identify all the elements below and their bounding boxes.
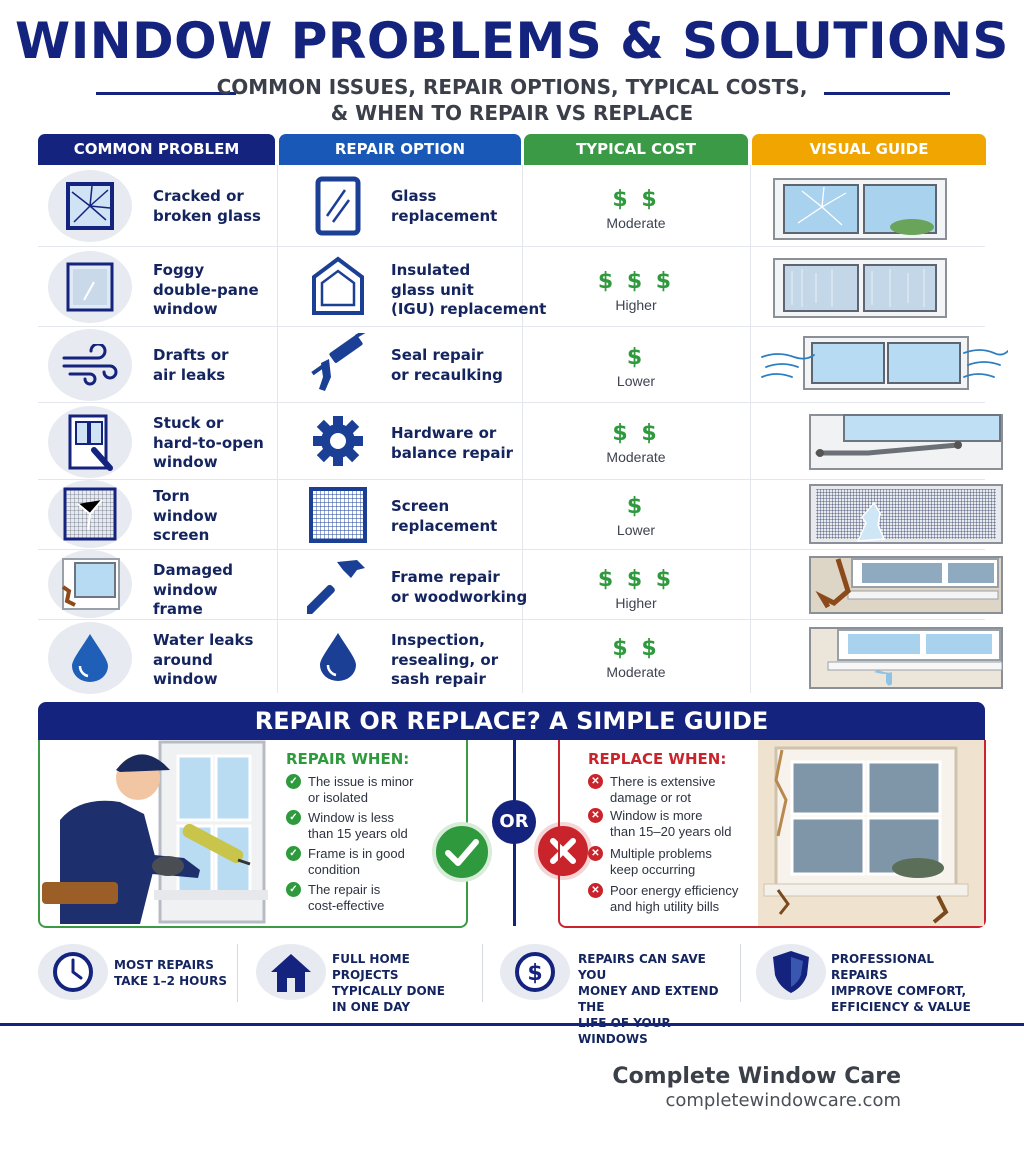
problem-label: Foggy double-pane window [153,261,259,318]
column-header-cost: TYPICAL COST [524,134,748,165]
page-title: WINDOW PROBLEMS & SOLUTIONS [15,12,1009,70]
replace-when-panel [558,740,986,928]
cost-dollars: $ $ [612,421,660,446]
water-drop-icon [48,622,132,694]
brand-name: Complete Window Care [612,1064,901,1089]
cost-dollars: $ [626,345,646,370]
igu-icon [303,251,373,321]
cost-dollars: $ $ $ [597,269,675,294]
cost-cell [524,345,748,389]
fact-divider [482,944,483,1002]
gear-icon [303,406,373,476]
x-icon: ✕ [588,774,603,789]
shield-icon [756,944,826,1000]
hammer-icon [303,550,373,620]
cost-level: Moderate [606,215,666,231]
check-icon: ✓ [286,774,301,789]
cost-dollars: $ $ [612,636,660,661]
cost-cell [524,636,748,680]
problem-label: Damaged window frame [153,561,233,618]
cost-level: Moderate [606,449,666,465]
repair-label: Glass replacement [391,187,498,225]
visual-damaged-frame [808,555,1004,620]
table-row [38,165,985,247]
repair-when-title: REPAIR WHEN: [286,750,410,768]
footer-rule [0,1023,1024,1026]
repair-label: Screen replacement [391,497,498,535]
fact-text: FULL HOME PROJECTS TYPICALLY DONE IN ONE DAY [332,952,445,1014]
table-row [38,327,985,403]
subtitle-line-2: & WHEN TO REPAIR VS REPLACE [330,101,694,125]
glass-pane-icon [303,171,373,241]
fact-text: MOST REPAIRS TAKE 1–2 HOURS [114,958,227,988]
cost-level: Higher [615,595,657,611]
cost-level: Lower [616,373,656,389]
repair-criterion: ✓ The issue is minor or isolated [286,774,413,806]
repair-label: Insulated glass unit (IGU) replacement [391,261,547,318]
fact-divider [740,944,741,1002]
x-icon: ✕ [588,846,603,861]
replace-criterion: ✕ Window is more than 15–20 years old [588,808,731,840]
screen-mesh-icon [303,480,373,550]
visual-hardware [808,413,1004,476]
old-window-illustration [758,740,984,926]
repair-criterion: ✓ The repair is cost-effective [286,882,384,914]
caulk-gun-icon [303,329,373,399]
replace-criterion: ✕ Multiple problems keep occurring [588,846,712,878]
cost-dollars: $ $ [612,187,660,212]
check-icon: ✓ [286,882,301,897]
guide-title: REPAIR OR REPLACE? A SIMPLE GUIDE [38,702,985,740]
check-icon: ✓ [286,846,301,861]
problem-label: Torn window screen [153,487,218,544]
wind-icon [48,329,132,401]
fact-text: REPAIRS CAN SAVE YOU MONEY AND EXTEND THE WINDOWS [578,952,719,1046]
repair-label: Inspection, resealing, or sash repair [391,631,499,688]
cost-level: Higher [615,297,657,313]
replace-criterion: ✕ Poor energy efficiency and high utility bills [588,883,738,915]
repair-when-panel [38,740,468,928]
table-row [38,550,985,620]
water-drop-icon [303,622,373,692]
repair-label: Frame repair or woodworking [391,568,528,606]
clock-icon [38,944,108,1000]
table-row [38,247,985,327]
cost-cell [524,269,748,313]
visual-cracked-glass [772,177,948,246]
check-icon: ✓ [286,810,301,825]
cost-cell [524,187,748,231]
repair-label: Hardware or balance repair [391,424,514,462]
table-row [38,620,985,693]
check-icon [432,822,492,882]
worker-illustration [40,740,270,926]
problem-label: Stuck or hard-to-open window [153,414,264,471]
x-icon: ✕ [588,808,603,823]
visual-drafts [758,331,1008,402]
replace-criterion: ✕ There is extensive damage or rot [588,774,716,806]
fact-item [756,944,986,1014]
problem-label: Drafts or air leaks [153,346,229,384]
repair-label: Seal repair or recaulking [391,346,503,384]
fact-divider [237,944,238,1002]
table-row [38,480,985,550]
house-icon [256,944,326,1000]
dollar-icon [500,944,570,1000]
fact-item [38,944,234,1002]
column-header-problem: COMMON PROBLEM [38,134,275,165]
foggy-window-icon [48,251,132,323]
repair-criterion: ✓ Frame is in good condition [286,846,405,878]
problem-label: Cracked or broken glass [153,187,261,225]
column-header-visual: VISUAL GUIDE [752,134,986,165]
cost-level: Moderate [606,664,666,680]
x-icon: ✕ [588,883,603,898]
cost-dollars: $ $ $ [597,567,675,592]
problem-label: Water leaks around window [153,631,254,688]
visual-water-leak [808,626,1004,695]
fact-item [256,944,476,1014]
visual-torn-screen [808,483,1004,550]
fact-item [500,944,732,1046]
damaged-frame-icon [48,550,132,618]
repair-criterion: ✓ Window is less than 15 years old [286,810,408,842]
replace-when-title: REPLACE WHEN: [588,750,727,768]
table-row [38,403,985,480]
cost-cell [524,494,748,538]
column-header-repair: REPAIR OPTION [279,134,521,165]
stuck-window-icon [48,406,132,478]
cost-level: Lower [616,522,656,538]
cost-cell [524,567,748,611]
cost-cell [524,421,748,465]
or-badge: OR [492,800,536,844]
cost-dollars: $ [626,494,646,519]
subtitle-line-1: COMMON ISSUES, REPAIR OPTIONS, TYPICAL COSTS, [216,75,808,99]
page-subtitle [0,74,1024,126]
fact-text: PROFESSIONAL REPAIRS IMPROVE COMFORT, EFFICIENCY & VALUE [831,952,971,1014]
torn-screen-icon [48,480,132,548]
brand-url[interactable]: completewindowcare.com [665,1090,901,1111]
svg-text:$: $ [527,961,543,986]
cracked-window-icon [48,170,132,242]
visual-foggy-window [772,257,948,324]
